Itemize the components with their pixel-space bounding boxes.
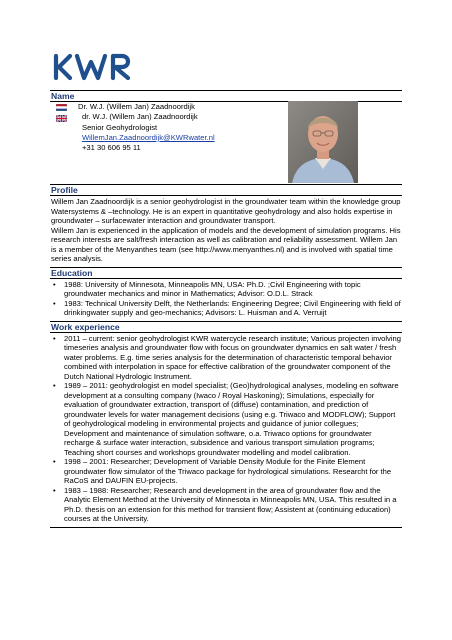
education-list — [50, 279, 402, 321]
job-title: Senior Geohydrologist — [82, 122, 158, 132]
profile-text — [50, 196, 402, 267]
list-item: • 2011 – current: senior geohydrologist KWR watercycle research institute; Various projecten involving timeseries analysis and groundwater flow with focus on groundwater dynamics en salt water / fresh water problems. E.g. time series analysis for the determination of characteristic temporal behavior combined with interpolation in space for effective calibration of the groundwater component of the Dutch National Hydrologic Instrument. — [50, 334, 402, 382]
name-heading: Name — [50, 90, 402, 102]
list-item: • 1983: Technical University Delft, the Netherlands: Engineering Degree; Civil Engineering with field of drinkingwater supply and geo-mechanics; Advisors: L. Huisman and A. Verruijt — [50, 299, 402, 318]
profile-paragraph-1: Willem Jan Zaadnoordijk is a senior geohydrologist in the groundwater team within the knowledge group Watersystems & –technology. He is an expert in quantitative geohydrology and also holds expertise in groundwater – surfacewater interaction and groundwater transport. — [51, 197, 401, 225]
list-item: • 1998 – 2001: Researcher; Development of Variable Density Module for the Finite Element groundwater flow simulator of the Triwaco package for hydrological simulations. Researcht for the RaCoS and DAUFIN EU-projects. — [50, 457, 402, 486]
profile-photo — [288, 101, 358, 183]
kwr-logo — [52, 52, 136, 82]
profile-heading: Profile — [50, 184, 402, 196]
contact-details — [78, 102, 215, 153]
name-dutch: Dr. W.J. (Willem Jan) Zaadnoordijk — [78, 102, 195, 111]
uk-flag-icon — [56, 115, 67, 122]
cv-document — [50, 90, 402, 528]
list-item: • 1983 – 1988: Researcher; Research and development in the area of groundwater flow and the Analytic Element Method at the University of Minnesota in Minneapolis MN, USA. This resulted in a Ph.D. thesis on an extension for this method for transient flow; Assistent at (continuing education) courses at the University. — [50, 486, 402, 524]
work-experience-heading: Work experience — [50, 321, 402, 333]
profile-paragraph-2: Willem Jan is experienced in the application of models and the development of simulation programs. His research interests are salt/fresh interaction as well as calibration and reliability assessment. Willem Jan is a member of the Menyanthes team (see http://www.menyanthes.nl) and is involved with spatial time series analysis. — [51, 225, 401, 263]
name-english: dr. W.J. (Willem Jan) Zaadnoordijk — [82, 112, 198, 122]
list-item: • 1989 – 2011: geohydrologist en model specialist; (Geo)hydrological analyses, modeling en software development at a consulting company (Iwaco / Royal Haskoning); Simulations, especially for evaluation of groundwater extraction, transport of (diffuse) contamination, and prediction of groundwater levels for water management decisions (using e.g. Triwaco and MODFLOW); Support of geohydrological modeling in environmental projects and guidance of junior collegues; Development and maintenance of simulation software, o.a. Triwaco options for groundwater recharge & surface water interaction, subsidence and various transport simulation programs; Teaching short courses and workshops groundwater modelling and model calibration. — [50, 381, 402, 457]
education-heading: Education — [50, 267, 402, 279]
list-item: • 1988: University of Minnesota, Minneapolis MN, USA: Ph.D. ;Civil Engineering with topic groundwater mechanics and minor in Mathematics; Advisor: O.D.L. Strack — [50, 280, 402, 299]
email-link[interactable]: WillemJan.Zaadnoordijk@KWRwater.nl — [82, 132, 215, 142]
name-block — [50, 102, 402, 184]
dutch-flag-icon — [56, 104, 67, 111]
work-experience-list — [50, 333, 402, 527]
phone-number: +31 30 606 95 11 — [82, 143, 141, 153]
